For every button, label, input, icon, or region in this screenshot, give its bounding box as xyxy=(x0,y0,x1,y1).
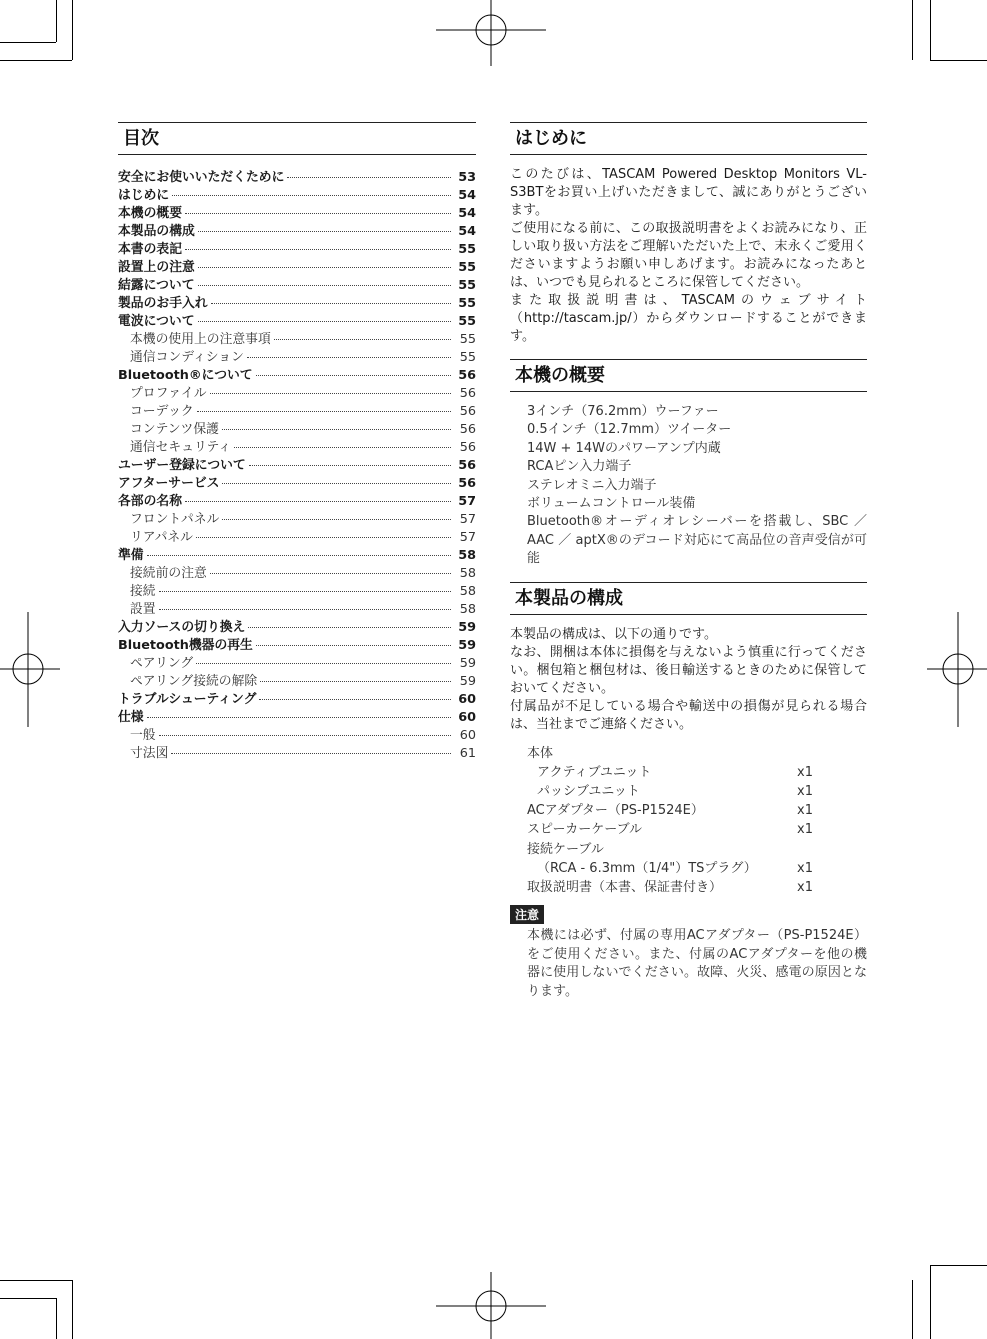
toc-leader-dots xyxy=(222,429,451,430)
feature-item: 14W + 14Wのパワーアンプ内蔵 xyxy=(527,440,721,456)
toc-entry-page: 58 xyxy=(458,548,476,563)
item-name: スピーカーケーブル xyxy=(527,822,643,838)
item-qty xyxy=(797,840,837,859)
toc-entry-page: 54 xyxy=(458,206,476,221)
crop-mark xyxy=(56,0,57,42)
toc-entry-page: 57 xyxy=(458,494,476,509)
included-item xyxy=(527,744,867,763)
toc-entry[interactable] xyxy=(118,454,476,472)
toc-entry-page: 55 xyxy=(458,242,476,257)
intro-paragraph: ご使用になる前に、この取扱説明書をよくお読みになり、正しい取り扱い方法をご理解いただいた上で、末永くご愛用くださいますようお願い申しあげます。お読みになったあとは、いつでも見られるところに保管してください。 xyxy=(510,221,867,290)
feature-list xyxy=(510,403,867,569)
toc-entry[interactable] xyxy=(118,346,476,364)
crop-mark xyxy=(56,1298,57,1339)
toc-entry[interactable] xyxy=(118,400,476,418)
toc-entry-page: 54 xyxy=(458,188,476,203)
toc-entry-label: アフターサービス xyxy=(118,476,220,491)
registration-mark-bottom xyxy=(436,1272,546,1339)
included-item xyxy=(527,878,867,897)
included-item xyxy=(527,782,867,801)
toc-entry[interactable] xyxy=(118,166,476,184)
toc-entry[interactable] xyxy=(118,724,476,742)
contents-paragraph: 付属品が不足している場合や輸送中の損傷が見られる場合は、当社までご連絡ください。 xyxy=(510,698,867,732)
toc-entry-page: 54 xyxy=(458,224,476,239)
included-item xyxy=(527,763,867,782)
toc-leader-dots xyxy=(198,231,451,232)
toc-entry-label: コーデック xyxy=(130,404,194,419)
crop-mark xyxy=(930,0,931,60)
toc-leader-dots xyxy=(222,519,451,520)
toc-entry[interactable] xyxy=(118,580,476,598)
toc-leader-dots xyxy=(198,321,451,322)
toc-leader-dots xyxy=(287,177,451,178)
feature-item: 3インチ（76.2mm）ウーファー xyxy=(527,404,719,419)
intro-paragraph: このたびは、TASCAM Powered Desktop Monitors VL-S3BTをお買い上げいただきまして、誠にありがとうございます。 xyxy=(510,167,867,218)
toc-entry-page: 55 xyxy=(458,296,476,311)
toc-entry-label: 本製品の構成 xyxy=(118,224,195,239)
toc-entry-page: 58 xyxy=(459,602,476,617)
feature-item: RCAピン入力端子 xyxy=(527,459,632,475)
toc-entry-page: 55 xyxy=(458,260,476,275)
item-name: （RCA - 6.3mm（1/4"）TSプラグ） xyxy=(537,860,757,876)
toc-entry[interactable] xyxy=(118,436,476,454)
toc-entry-page: 59 xyxy=(459,674,476,689)
toc-entry[interactable] xyxy=(118,706,476,724)
toc-leader-dots xyxy=(260,681,451,682)
toc-list xyxy=(118,166,476,760)
toc-entry-label: 設置 xyxy=(130,602,156,617)
caution-badge: 注意 xyxy=(510,905,544,924)
toc-entry-label: 結露について xyxy=(118,278,195,293)
toc-entry-label: 準備 xyxy=(118,548,144,563)
item-name: 取扱説明書（本書、保証書付き） xyxy=(527,880,723,896)
toc-leader-dots xyxy=(198,267,451,268)
toc-entry-page: 57 xyxy=(459,530,476,545)
toc-leader-dots xyxy=(159,609,451,610)
crop-mark xyxy=(930,1265,931,1339)
toc-entry-page: 56 xyxy=(459,440,476,455)
toc-leader-dots xyxy=(256,375,451,376)
registration-mark-left xyxy=(0,612,60,727)
toc-entry-label: 通信コンディション xyxy=(130,350,244,365)
item-name: 接続ケーブル xyxy=(527,841,604,857)
toc-entry-page: 57 xyxy=(459,512,476,527)
toc-entry-page: 60 xyxy=(459,728,476,743)
item-name: パッシブユニット xyxy=(537,784,640,800)
toc-entry[interactable] xyxy=(118,544,476,562)
registration-mark-right xyxy=(927,612,987,727)
crop-mark xyxy=(930,60,987,61)
toc-entry-page: 58 xyxy=(459,584,476,599)
toc-heading: 目次 xyxy=(118,122,476,155)
item-qty: x1 xyxy=(797,803,813,819)
toc-entry-page: 56 xyxy=(459,404,476,419)
toc-entry-label: フロントパネル xyxy=(130,512,220,527)
crop-mark xyxy=(0,1280,72,1281)
toc-entry-page: 55 xyxy=(458,314,476,329)
toc-entry-page: 55 xyxy=(458,278,476,293)
toc-entry[interactable] xyxy=(118,490,476,508)
toc-entry-page: 60 xyxy=(458,710,476,725)
toc-leader-dots xyxy=(159,591,451,592)
registration-mark-top xyxy=(436,0,546,66)
toc-entry-page: 53 xyxy=(458,170,476,185)
toc-entry-page: 59 xyxy=(459,656,476,671)
included-item xyxy=(527,820,867,839)
toc-entry-label: ユーザー登録について xyxy=(118,458,246,473)
toc-entry-page: 56 xyxy=(458,368,476,383)
toc-entry-label: ペアリング接続の解除 xyxy=(130,674,258,689)
intro-paragraph: また取扱説明書は、TASCAMのウェブサイト（http://tascam.jp/）からダウンロードすることができます。 xyxy=(510,293,867,344)
toc-leader-dots xyxy=(196,663,451,664)
crop-mark xyxy=(72,1280,73,1339)
toc-entry-label: 製品のお手入れ xyxy=(118,296,208,311)
toc-entry-page: 59 xyxy=(458,620,476,635)
toc-entry[interactable] xyxy=(118,598,476,616)
crop-mark xyxy=(0,60,72,61)
intro-heading: はじめに xyxy=(510,122,867,155)
toc-entry[interactable] xyxy=(118,310,476,328)
toc-entry-label: 通信セキュリティ xyxy=(130,440,232,455)
toc-entry-label: 一般 xyxy=(130,728,156,743)
toc-leader-dots xyxy=(147,555,451,556)
toc-entry-label: 本機の使用上の注意事項 xyxy=(130,332,271,347)
crop-mark xyxy=(72,0,73,60)
toc-entry[interactable] xyxy=(118,562,476,580)
toc-entry-page: 55 xyxy=(459,332,476,347)
crop-mark xyxy=(912,1280,913,1339)
toc-entry-label: 各部の名称 xyxy=(118,494,182,509)
toc-entry-label: プロファイル xyxy=(130,386,207,401)
toc-entry-label: 仕様 xyxy=(118,710,144,725)
caution-text: 本機には必ず、付属の専用ACアダプター（PS-P1524E）をご使用ください。また、付属のACアダプターを他の機器に使用しないでください。故障、火災、感電の原因となります。 xyxy=(527,928,867,999)
toc-entry-label: コンテンツ保護 xyxy=(130,422,219,437)
item-qty: x1 xyxy=(797,880,813,896)
toc-entry-label: 寸法図 xyxy=(130,746,169,761)
toc-entry[interactable] xyxy=(118,652,476,670)
item-name: アクティブユニット xyxy=(537,764,652,780)
toc-entry[interactable] xyxy=(118,184,476,202)
crop-mark xyxy=(0,1298,56,1299)
toc-entry-label: 本書の表記 xyxy=(118,242,182,257)
toc-entry[interactable] xyxy=(118,364,476,382)
item-qty xyxy=(797,744,837,763)
toc-leader-dots xyxy=(210,393,451,394)
item-name: ACアダプター（PS-P1524E） xyxy=(527,803,704,819)
toc-leader-dots xyxy=(159,735,451,736)
feature-item: ボリュームコントロール装備 xyxy=(527,496,696,512)
feature-item: 0.5インチ（12.7mm）ツイーター xyxy=(527,422,732,438)
toc-entry-page: 55 xyxy=(459,350,476,365)
toc-entry-page: 56 xyxy=(459,422,476,437)
toc-leader-dots xyxy=(259,699,451,700)
toc-leader-dots xyxy=(185,501,451,502)
toc-leader-dots xyxy=(196,537,451,538)
toc-entry-page: 59 xyxy=(458,638,476,653)
toc-entry[interactable] xyxy=(118,616,476,634)
toc-entry-label: Bluetooth®について xyxy=(118,368,253,383)
toc-column xyxy=(118,122,476,760)
item-qty: x1 xyxy=(797,860,813,876)
toc-entry-page: 61 xyxy=(459,746,476,761)
contents-paragraph: 本製品の構成は、以下の通りです。 xyxy=(510,626,717,642)
item-qty: x1 xyxy=(797,764,813,780)
item-qty: x1 xyxy=(797,784,813,800)
included-item xyxy=(527,840,867,859)
toc-entry-page: 58 xyxy=(459,566,476,581)
included-item xyxy=(527,859,867,878)
overview-heading: 本機の概要 xyxy=(510,359,867,392)
toc-entry[interactable] xyxy=(118,256,476,274)
toc-entry[interactable] xyxy=(118,472,476,490)
toc-entry[interactable] xyxy=(118,742,476,760)
toc-entry-label: 安全にお使いいただくために xyxy=(118,170,285,185)
toc-leader-dots xyxy=(185,249,451,250)
toc-entry[interactable] xyxy=(118,382,476,400)
toc-entry-label: Bluetooth機器の再生 xyxy=(118,638,253,653)
contents-paragraph: なお、開梱は本体に損傷を与えないよう慎重に行ってください。梱包箱と梱包材は、後日輸送するときのために保管しておいてください。 xyxy=(510,644,867,696)
toc-entry-label: 接続前の注意 xyxy=(130,566,207,581)
crop-mark xyxy=(912,0,913,60)
item-qty: x1 xyxy=(797,822,813,838)
toc-entry[interactable] xyxy=(118,526,476,544)
included-items xyxy=(527,744,867,898)
toc-entry-label: 設置上の注意 xyxy=(118,260,195,275)
toc-entry[interactable] xyxy=(118,508,476,526)
toc-entry-page: 56 xyxy=(458,476,476,491)
toc-leader-dots xyxy=(185,213,451,214)
toc-entry-label: トラブルシューティング xyxy=(118,692,257,707)
toc-entry-label: 本機の概要 xyxy=(118,206,182,221)
toc-leader-dots xyxy=(247,357,451,358)
toc-leader-dots xyxy=(197,411,451,412)
toc-leader-dots xyxy=(147,717,451,718)
toc-leader-dots xyxy=(210,573,451,574)
feature-item: ステレオミニ入力端子 xyxy=(527,477,657,493)
toc-entry[interactable] xyxy=(118,418,476,436)
toc-entry-page: 56 xyxy=(458,458,476,473)
toc-entry[interactable] xyxy=(118,634,476,652)
toc-entry-label: リアパネル xyxy=(130,530,193,545)
toc-entry[interactable] xyxy=(118,670,476,688)
toc-leader-dots xyxy=(198,285,451,286)
toc-entry-label: 接続 xyxy=(130,584,156,599)
crop-mark xyxy=(0,42,56,43)
toc-entry-page: 60 xyxy=(458,692,476,707)
toc-entry[interactable] xyxy=(118,220,476,238)
toc-leader-dots xyxy=(211,303,451,304)
toc-entry-page: 56 xyxy=(459,386,476,401)
toc-entry-label: ペアリング xyxy=(130,656,194,671)
toc-entry[interactable] xyxy=(118,274,476,292)
feature-item: Bluetooth®オーディオレシーバーを搭載し、SBC ／ AAC ／ aptX®のデコード対応にて高品位の音声受信が可能 xyxy=(527,514,867,567)
item-name: 本体 xyxy=(527,745,554,761)
toc-leader-dots xyxy=(172,195,451,196)
toc-entry[interactable] xyxy=(118,238,476,256)
toc-entry[interactable] xyxy=(118,328,476,346)
toc-entry-label: はじめに xyxy=(118,188,170,203)
toc-leader-dots xyxy=(274,339,451,340)
crop-mark xyxy=(930,1265,987,1266)
toc-entry[interactable] xyxy=(118,292,476,310)
toc-leader-dots xyxy=(249,465,451,466)
toc-leader-dots xyxy=(171,753,451,754)
content-column xyxy=(510,122,867,1001)
toc-entry-label: 電波について xyxy=(118,314,195,329)
toc-leader-dots xyxy=(248,627,451,628)
contents-heading: 本製品の構成 xyxy=(510,582,867,615)
included-item xyxy=(527,801,867,820)
toc-entry[interactable] xyxy=(118,688,476,706)
toc-leader-dots xyxy=(256,645,451,646)
toc-entry[interactable] xyxy=(118,202,476,220)
toc-leader-dots xyxy=(222,483,451,484)
toc-leader-dots xyxy=(234,447,451,448)
toc-entry-label: 入力ソースの切り換え xyxy=(118,620,246,635)
